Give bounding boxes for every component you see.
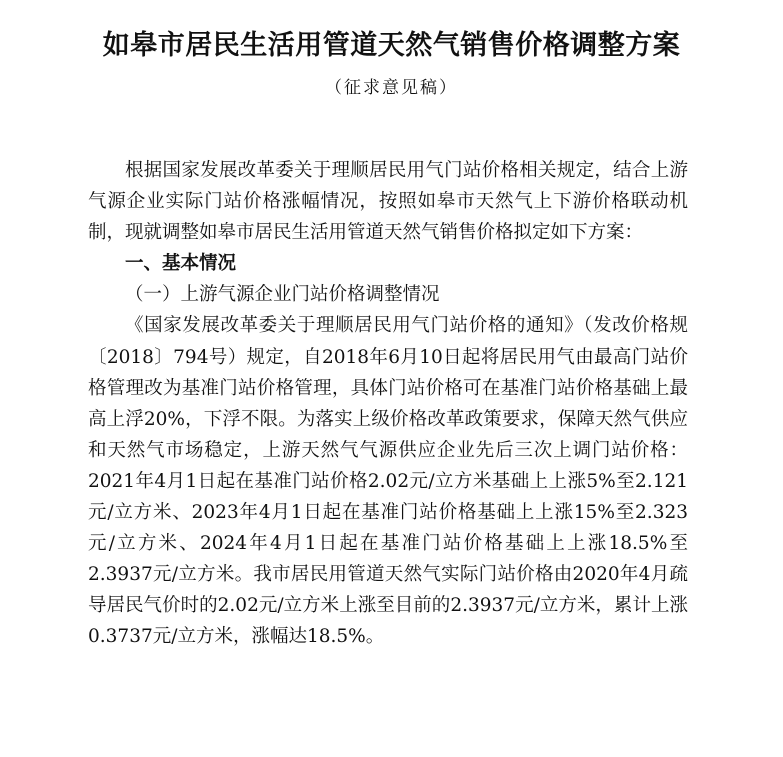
document-body — [88, 155, 688, 653]
document-subtitle: （征求意见稿） — [325, 78, 458, 98]
section-heading-basic-situation: 一、基本情况 — [125, 253, 237, 275]
subsection-heading-gate-price: （一）上游气源企业门站价格调整情况 — [125, 284, 440, 306]
intro-paragraph: 根据国家发展改革委关于理顺居民用气门站价格相关规定，结合上游气源企业实际门站价格涨幅情况，按照如皋市天然气上下游价格联动机制，现就调整如皋市居民生活用管道天然气销售价格拟定如下方案： — [88, 160, 688, 244]
gate-price-paragraph: 《国家发展改革委关于理顺居民用气门站价格的通知》（发改价格规〔2018〕794号）规定，自2018年6月10日起将居民用气由最高门站价格管理改为基准门站价格管理，具体门站价格可在基准门站价格基础上最高上浮20%，下浮不限。为落实上级价格改革政策要求，保障天然气供应和天然气市场稳定，上游天然气气源供应企业先后三次上调门站价格：2021年4月1日起在基准门站价格2.02元/立方米基础上上涨5%至2.121元/立方米、2023年4月1日起在基准门站价格基础上上涨15%至2.323元/立方米、2024年4月1日起在基准门站价格基础上上涨18.5%至2.3937元/立方米。我市居民用管道天然气实际门站价格由2020年4月疏导居民气价时的2.02元/立方米上涨至目前的2.3937元/立方米，累计上涨0.3737元/立方米，涨幅达18.5%。 — [88, 315, 688, 648]
document-title: 如皋市居民生活用管道天然气销售价格调整方案 — [102, 30, 681, 61]
